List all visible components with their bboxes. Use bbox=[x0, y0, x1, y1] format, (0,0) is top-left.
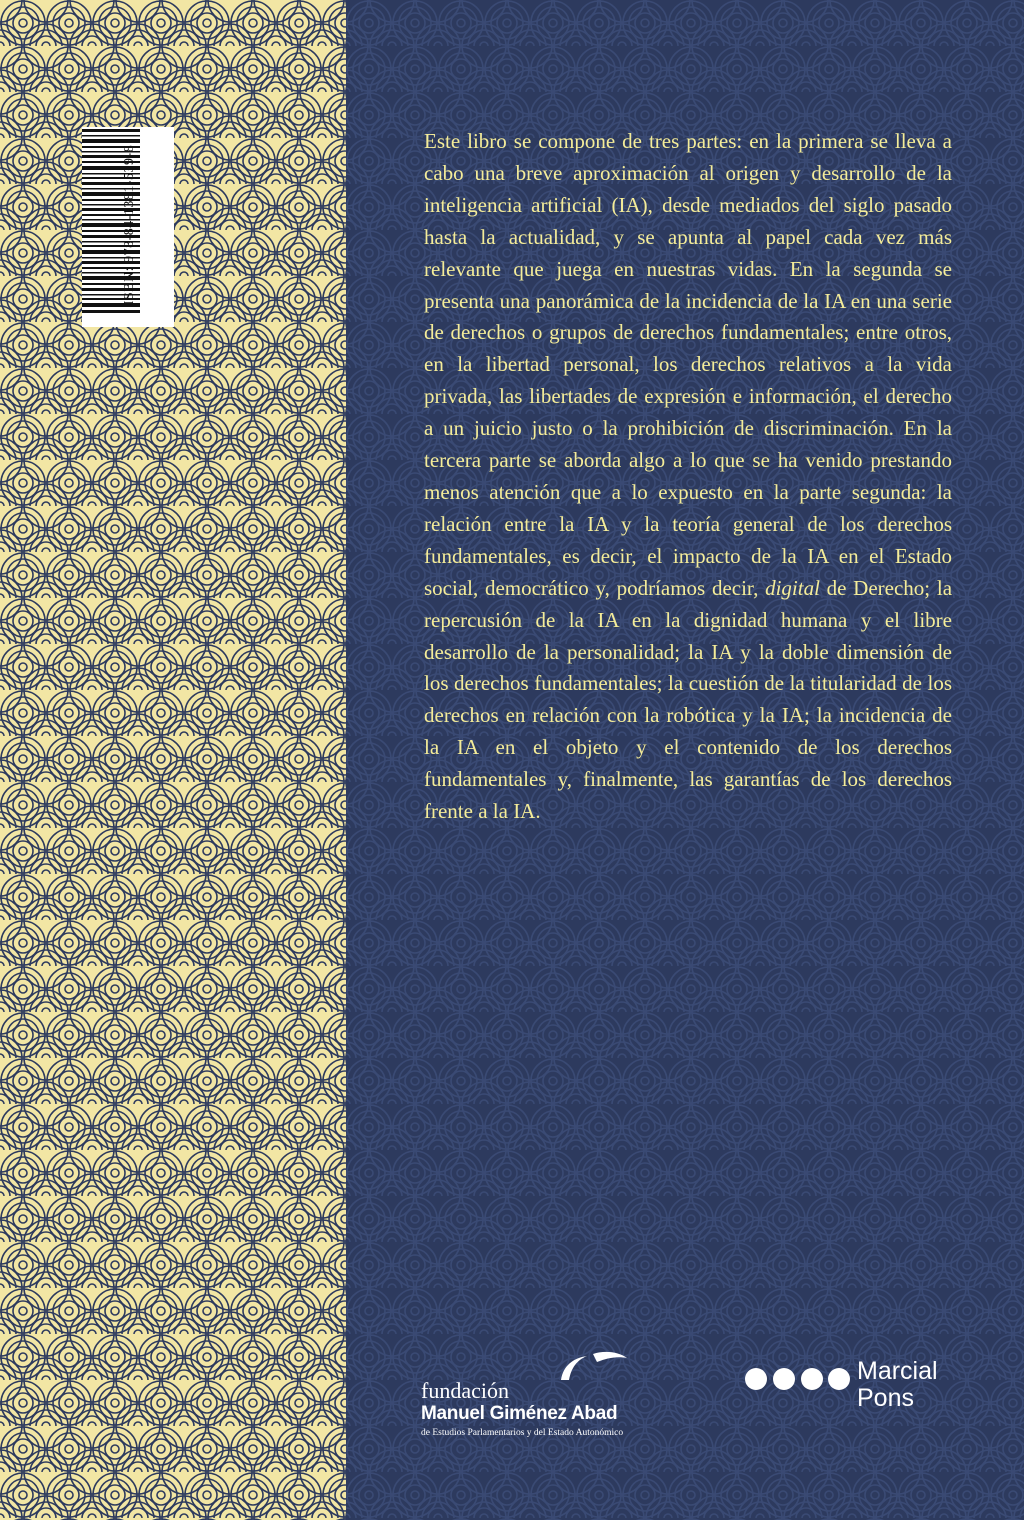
marcial-pons-logo bbox=[744, 1358, 964, 1428]
marcial-word: Marcial bbox=[857, 1357, 938, 1385]
synopsis-text-part1: Este libro se compone de tres partes: en la primera se lleva a cabo una breve aproximación al origen y desarrollo de la inteligencia artificial (IA), desde mediados del siglo pasado hasta la actualidad, y se apunta al papel cada vez más relevante que juega en nuestras vidas. En la segunda se presenta una panorámica de la incidencia de la IA en una serie de derechos o grupos de derechos fundamentales; entre otros, en la libertad personal, los derechos relativos a la vida privada, las libertades de expresión e información, el derecho a un juicio justo o la prohibición de discriminación. En la tercera parte se aborda algo a lo que se ha venido prestando menos atención que a lo expuesto en la parte segunda: la relación entre la IA y la teoría general de los derechos fundamentales, es decir, el impacto de la IA en el Estado social, democrático y, podríamos decir, bbox=[424, 129, 952, 600]
fundacion-gimenez-abad-logo bbox=[418, 1350, 678, 1440]
synopsis-text-part2: de Derecho; la repercusión de la IA en la dignidad humana y el libre desarrollo de la personalidad; la IA y la doble dimensión de los derechos fundamentales; la cuestión de la titularidad de los derechos en relación con la robótica y la IA; la incidencia de la IA en el objeto y el contenido de los derechos fundamentales y, finalmente, las garantías de los derechos frente a la IA. bbox=[424, 575, 953, 824]
pons-word: Pons bbox=[857, 1384, 914, 1412]
fundacion-subtitle: de Estudios Parlamentarios y del Estado Autonómico bbox=[421, 1428, 624, 1438]
barcode-bars bbox=[82, 127, 140, 315]
swoosh-icon bbox=[553, 1350, 643, 1384]
book-synopsis bbox=[424, 126, 952, 828]
patterned-spine-strip bbox=[0, 0, 346, 1520]
fundacion-label: fundación bbox=[421, 1378, 509, 1403]
isbn-barcode bbox=[82, 127, 174, 327]
synopsis-italic-word: digital bbox=[765, 575, 820, 600]
fundacion-name: Manuel Giménez Abad bbox=[421, 1403, 618, 1424]
marcial-pons-wordmark bbox=[857, 1358, 938, 1412]
marcial-pons-dots-icon bbox=[744, 1366, 852, 1392]
